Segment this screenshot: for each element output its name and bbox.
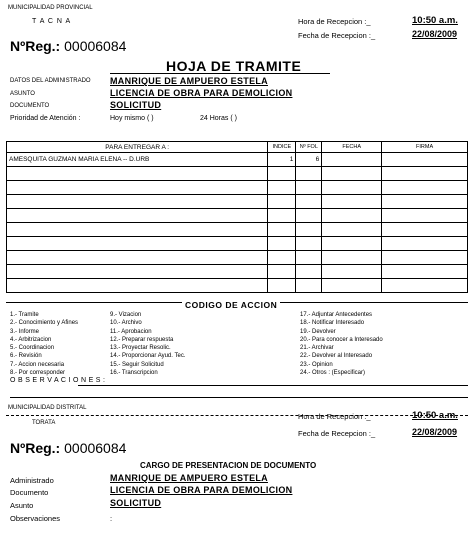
bottom-label-administrado: Administrado: [10, 476, 54, 485]
cell-fecha: [322, 265, 382, 279]
cell-fecha: [322, 167, 382, 181]
code-item: 15.- Seguir Solicitud: [110, 361, 164, 368]
cell-indice: [268, 167, 296, 181]
code-item: 22.- Devolver al Interesado: [300, 353, 373, 360]
bottom-value-observaciones: :: [110, 514, 113, 523]
observaciones-line-2[interactable]: [10, 397, 468, 398]
cell-firma: [382, 181, 468, 195]
code-item: 13.- Proyectar Resolic.: [110, 345, 171, 352]
code-item: 24.- Otros : (Especificar): [300, 370, 366, 377]
cut-line: [6, 415, 468, 416]
code-item: 3.- Informe: [10, 328, 40, 335]
cell-firma: [382, 153, 468, 167]
cell-entregar: [7, 265, 268, 279]
code-item: 11.- Aprobacion: [110, 328, 152, 335]
code-item: 17.- Adjuntar Antecedentes: [300, 312, 373, 318]
code-item: 6.- Revisión: [10, 353, 42, 360]
table-row: [7, 223, 468, 237]
cell-fecha: [322, 153, 382, 167]
cell-firma: [382, 251, 468, 265]
code-item: 10.- Archivo: [110, 320, 142, 327]
bottom-fecha-label: Fecha de Recepcion :_: [298, 429, 376, 438]
cell-folios: [296, 195, 322, 209]
reg-number: [10, 38, 126, 54]
cell-folios: 6: [296, 153, 322, 167]
observaciones-label: O B S E R V A C I O N E S :: [10, 377, 106, 384]
city-name: T A C N A: [32, 18, 72, 25]
bottom-label-documento: Documento: [10, 488, 49, 497]
field-value-administrado: MANRIQUE DE AMPUERO ESTELA: [110, 76, 268, 86]
cell-entregar: [7, 237, 268, 251]
field-label-asunto: ASUNTO: [10, 91, 35, 97]
bottom-hora-value: 10:50 a.m.: [412, 410, 458, 421]
table-row: [7, 237, 468, 251]
cell-fecha: [322, 223, 382, 237]
codes-column-1: [10, 311, 78, 377]
cell-indice: [268, 195, 296, 209]
table-row: [7, 209, 468, 223]
cell-entregar: AMESQUITA GUZMAN MARIA ELENA -- D.URB: [7, 153, 268, 167]
cell-entregar: [7, 279, 268, 293]
cell-indice: 1: [268, 153, 296, 167]
bottom-value-asunto: SOLICITUD: [110, 498, 162, 508]
priority-hoy-mismo[interactable]: Hoy mismo ( ): [110, 115, 154, 122]
cell-firma: [382, 209, 468, 223]
cell-fecha: [322, 181, 382, 195]
table-header-row: [7, 142, 468, 153]
hora-label: Hora de Recepcion :_: [298, 17, 371, 26]
code-item: 2.- Conocimiento y Afines: [10, 320, 79, 327]
code-item: 1.- Tramite: [10, 312, 39, 318]
cell-folios: [296, 265, 322, 279]
cell-folios: [296, 181, 322, 195]
cell-firma: [382, 223, 468, 237]
table-body: [7, 153, 468, 293]
bottom-hora-label: Hora de Recepcion :_: [298, 412, 371, 421]
cell-folios: [296, 279, 322, 293]
code-item: 18.- Notificar Interesado: [300, 320, 365, 327]
table-row: [7, 251, 468, 265]
cell-indice: [268, 237, 296, 251]
cell-fecha: [322, 237, 382, 251]
cell-indice: [268, 251, 296, 265]
cell-folios: [296, 167, 322, 181]
code-item: 14.- Proporcionar Ayud. Tec.: [110, 353, 186, 360]
reg-value: 00006084: [64, 38, 127, 54]
cell-indice: [268, 181, 296, 195]
table-row: [7, 167, 468, 181]
cell-indice: [268, 209, 296, 223]
cell-firma: [382, 237, 468, 251]
code-item: 21.- Archivar: [300, 345, 334, 352]
column-header-indice: INDICE: [268, 142, 296, 153]
code-item: 7.- Accion necesaria: [10, 361, 65, 368]
bottom-reg-number: [10, 440, 126, 456]
field-value-asunto: LICENCIA DE OBRA PARA DEMOLICION: [110, 88, 293, 98]
table-row: [7, 265, 468, 279]
cell-folios: [296, 251, 322, 265]
hora-value: 10:50 a.m.: [412, 15, 458, 26]
code-item: 12.- Preparar respuesta: [110, 336, 174, 343]
code-item: 8.- Por corresponder: [10, 370, 66, 377]
bottom-city-name: TORATA: [32, 420, 56, 426]
cell-indice: [268, 265, 296, 279]
field-label-administrado: DATOS DEL ADMINISTRADO: [10, 78, 91, 84]
codes-column-3: [300, 311, 383, 377]
code-item: 16.- Transcripcion: [110, 370, 158, 377]
cell-folios: [296, 209, 322, 223]
code-item: 23.- Opinion: [300, 361, 333, 368]
table-row: [7, 279, 468, 293]
column-header-fecha: FECHA: [322, 142, 382, 153]
bottom-value-documento: LICENCIA DE OBRA PARA DEMOLICION: [110, 485, 293, 495]
page-title: HOJA DE TRAMITE: [166, 58, 302, 74]
field-label-documento: DOCUMENTO: [10, 103, 50, 109]
cell-entregar: [7, 223, 268, 237]
reg-label: NºReg.:: [10, 38, 61, 54]
bottom-reg-label: NºReg.:: [10, 440, 61, 456]
column-header-entregar: PARA ENTREGAR A :: [7, 142, 268, 153]
cell-entregar: [7, 209, 268, 223]
code-item: 5.- Coordinacion: [10, 345, 55, 352]
bottom-label-asunto: Asunto: [10, 501, 34, 510]
bottom-value-administrado: MANRIQUE DE AMPUERO ESTELA: [110, 473, 268, 483]
cell-indice: [268, 223, 296, 237]
cell-firma: [382, 167, 468, 181]
table-row: [7, 181, 468, 195]
cell-fecha: [322, 195, 382, 209]
cell-fecha: [322, 279, 382, 293]
codes-title: CODIGO DE ACCION: [182, 300, 280, 310]
table-row: [7, 195, 468, 209]
fecha-label: Fecha de Recepcion :_: [298, 31, 376, 40]
code-item: 4.- Arbitrizacion: [10, 336, 52, 343]
municipality-name: MUNICIPALIDAD PROVINCIAL: [8, 5, 93, 11]
priority-24-horas[interactable]: 24 Horas ( ): [200, 115, 237, 122]
bottom-title: CARGO DE PRESENTACION DE DOCUMENTO: [140, 461, 317, 470]
cell-firma: [382, 279, 468, 293]
column-header-folios: Nº FOL: [296, 142, 322, 153]
code-item: 19.- Devolver: [300, 328, 336, 335]
code-item: 9.- Vizacion: [110, 312, 142, 318]
bottom-municipality-name: MUNICIPALIDAD DISTRITAL: [8, 405, 87, 411]
cell-fecha: [322, 251, 382, 265]
codes-column-2: [110, 311, 186, 377]
priority-label: Prioridad de Atención :: [10, 115, 81, 122]
cell-folios: [296, 237, 322, 251]
table-row: [7, 153, 468, 167]
cell-firma: [382, 195, 468, 209]
routing-table: [6, 141, 468, 293]
cell-folios: [296, 223, 322, 237]
fecha-value: 22/08/2009: [412, 29, 458, 39]
cell-entregar: [7, 195, 268, 209]
cell-firma: [382, 265, 468, 279]
cell-entregar: [7, 167, 268, 181]
field-value-documento: SOLICITUD: [110, 100, 162, 110]
observaciones-line-1[interactable]: [78, 385, 468, 386]
code-item: 20.- Para conocer a Interesado: [300, 336, 383, 343]
cell-indice: [268, 279, 296, 293]
column-header-firma: FIRMA: [382, 142, 468, 153]
cell-entregar: [7, 181, 268, 195]
bottom-label-observaciones: Observaciones: [10, 514, 61, 523]
cell-entregar: [7, 251, 268, 265]
bottom-reg-value: 00006084: [64, 440, 127, 456]
cell-fecha: [322, 209, 382, 223]
title-underline: [110, 73, 330, 74]
bottom-fecha-value: 22/08/2009: [412, 427, 458, 437]
